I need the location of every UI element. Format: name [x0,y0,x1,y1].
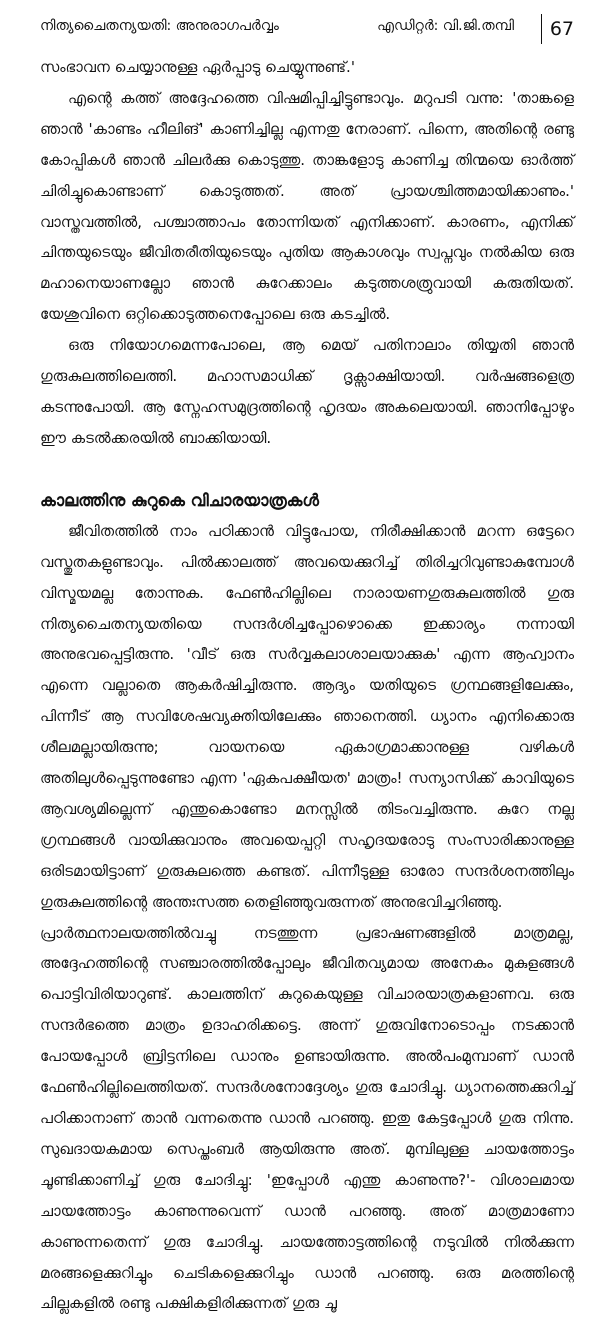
paragraph: എന്റെ കത്ത് അദ്ദേഹത്തെ വിഷമിപ്പിച്ചിട്ടുണ്ടാവും. മറുപടി വന്നു: 'താങ്കളെ ഞാൻ 'കാണ്ടം ഹീലിങ്' കാണിച്ചില്ല എന്നതു നേരാണ്. പിന്നെ, അതിന്റെ രണ്ടു കോപ്പികൾ ഞാൻ ചിലർക്കു കൊടുത്തു. താങ്കളോടു കാണിച്ച തിന്മയെ ഓർത്ത് ചിരിച്ചുകൊണ്ടാണ് കൊടുത്തത്. അത് പ്രായശ്ചിത്തമായിക്കാണും.' വാസ്തവത്തിൽ, പശ്ചാത്താപം തോന്നിയത് എനിക്കാണ്. കാരണം, എനിക്ക് ചിന്തയുടെയും ജീവിതരീതിയുടെയും പുതിയ ആകാശവും സ്വപ്നവും നൽകിയ ഒരു മഹാനെയാണല്ലോ ഞാൻ കുറേക്കാലം കടുത്തശത്രുവായി കരുതിയത്. യേശുവിനെ ഒറ്റിക്കൊടുത്തനെപ്പോലെ ഒരു കടച്ചിൽ. [40,88,574,324]
paragraph: പ്രാർത്ഥനാലയത്തിൽവച്ചു നടത്തുന്ന പ്രഭാഷണങ്ങളിൽ മാത്രമല്ല, അദ്ദേഹത്തിന്റെ സഞ്ചാരത്തിൽപ്പോലും ജീവിതവ്യമായ അനേകം മുകുളങ്ങൾ പൊട്ടിവിരിയാറുണ്ട്. കാലത്തിന് കുറുകെയുള്ള വിചാരയാത്രകളാണവ. ഒരു സന്ദർഭത്തെ മാത്രം ഉദാഹരിക്കട്ടെ. അന്ന് ഗുരുവിനോടൊപ്പം നടക്കാൻ പോയപ്പോൾ ബ്രിട്ടനിലെ ഡാനും ഉണ്ടായിരുന്നു. അൽപംമുമ്പാണ് ഡാൻ ഫേൺഹില്ലിലെത്തിയത്. സന്ദർശനോദ്ദേശ്യം ഗുരു ചോദിച്ചു. ധ്യാനത്തെക്കുറിച്ച് പഠിക്കാനാണ് താൻ വന്നതെന്നു ഡാൻ പറഞ്ഞു. ഇതു കേട്ടപ്പോൾ ഗുരു നിന്നു. സുഖദായകമായ സെപ്തംബർ ആയിരുന്നു അത്. മുമ്പിലുള്ള ചായത്തോട്ടം ചൂണ്ടിക്കാണിച്ച് ഗുരു ചോദിച്ചു: 'ഇപ്പോൾ എന്തു കാണുന്നു?'- വിശാലമായ ചായത്തോട്ടം കാണുന്നുവെന്ന് ഡാൻ പറഞ്ഞു. അത് മാത്രമാണോ കാണുന്നതെന്ന് ഗുരു ചോദിച്ചു. ചായത്തോട്ടത്തിന്റെ നടുവിൽ നിൽക്കുന്ന മരങ്ങളെക്കുറിച്ചും ചെടികളെക്കുറിച്ചും ഡാൻ പറഞ്ഞു. ഒരു മരത്തിന്റെ ചില്ലകളിൽ രണ്ടു പക്ഷികളിരിക്കുന്നത് ഗുരു ചൂ [40,923,574,1313]
section-heading: കാലത്തിനു കുറുകെ വിചാരയാത്രകൾ [40,490,319,510]
paragraph: സംഭാവന ചെയ്യാനുള്ള ഏർപ്പാടു ചെയ്യുന്നുണ്ട്.' [40,58,355,76]
book-title: നിത്യചൈതന്യയതി: അനുരാഗപർവ്വം [40,18,279,34]
section-spacer [40,454,574,484]
paragraph: ഒരു നിയോഗമെന്നപോലെ, ആ മെയ് പതിനാലാം തിയ്യതി ഞാൻ ഗുരുകുലത്തിലെത്തി. മഹാസമാധിക്ക് ദൃക്സാക്ഷിയായി. വർഷങ്ങളെത്ര കടന്നുപോയി. ആ സ്നേഹസമുദ്രത്തിന്റെ ഹൃദയം അകലെയായി. ഞാനിപ്പോഴും ഈ കടൽക്കരയിൽ ബാക്കിയായി. [40,336,574,447]
page-body [40,52,574,1319]
running-header [40,0,574,52]
editor-credit: എഡിറ്റർ: വി.ജി.തമ്പി [377,18,514,34]
page-number: 67 [541,14,574,44]
paragraph: ജീവിതത്തിൽ നാം പഠിക്കാൻ വിട്ടുപോയ, നിരീക്ഷിക്കാൻ മറന്ന ഒട്ടേറെ വസ്തുതകളുണ്ടാവും. പിൽക്കാലത്ത് അവയെക്കുറിച്ച് തിരിച്ചറിവുണ്ടാകുമ്പോൾ വിസ്മയമല്ല തോന്നുക. ഫേൺഹില്ലിലെ നാരായണഗുരുകുലത്തിൽ ഗുരു നിത്യചൈതന്യയതിയെ സന്ദർശിച്ചപ്പോഴൊക്കെ ഇക്കാര്യം നന്നായി അനുഭവപ്പെട്ടിരുന്നു. 'വീട് ഒരു സർവ്വകലാശാലയാക്കുക' എന്ന ആഹ്വാനം എന്നെ വല്ലാതെ ആകർഷിച്ചിരുന്നു. ആദ്യം യതിയുടെ ഗ്രന്ഥങ്ങളിലേക്കും, പിന്നീട് ആ സവിശേഷവ്യക്തിയിലേക്കും ഞാനെത്തി. ധ്യാനം എനിക്കൊരു ശീലമല്ലായിരുന്നു; വായനയെ ഏകാഗ്രമാക്കാനുള്ള വഴികൾ അതിലുൾപ്പെടുന്നുണ്ടോ എന്ന 'ഏകപക്ഷീയത' മാത്രം! സന്യാസിക്ക് കാവിയുടെ ആവശ്യമില്ലെന്ന് എന്തുകൊണ്ടോ മനസ്സിൽ തിടംവച്ചിരുന്നു. കുറേ നല്ല ഗ്രന്ഥങ്ങൾ വായിക്കുവാനും അവയെപ്പറ്റി സഹൃദയരോടു സംസാരിക്കാനുള്ള ഒരിടമായിട്ടാണ് ഗുരുകുലത്തെ കണ്ടത്. പിന്നീടുള്ള ഓരോ സന്ദർശനത്തിലും ഗുരുകുലത്തിന്റെ അന്തഃസത്ത തെളിഞ്ഞുവരുന്നത് അനുഭവിച്ചറിഞ്ഞു. [40,521,574,911]
